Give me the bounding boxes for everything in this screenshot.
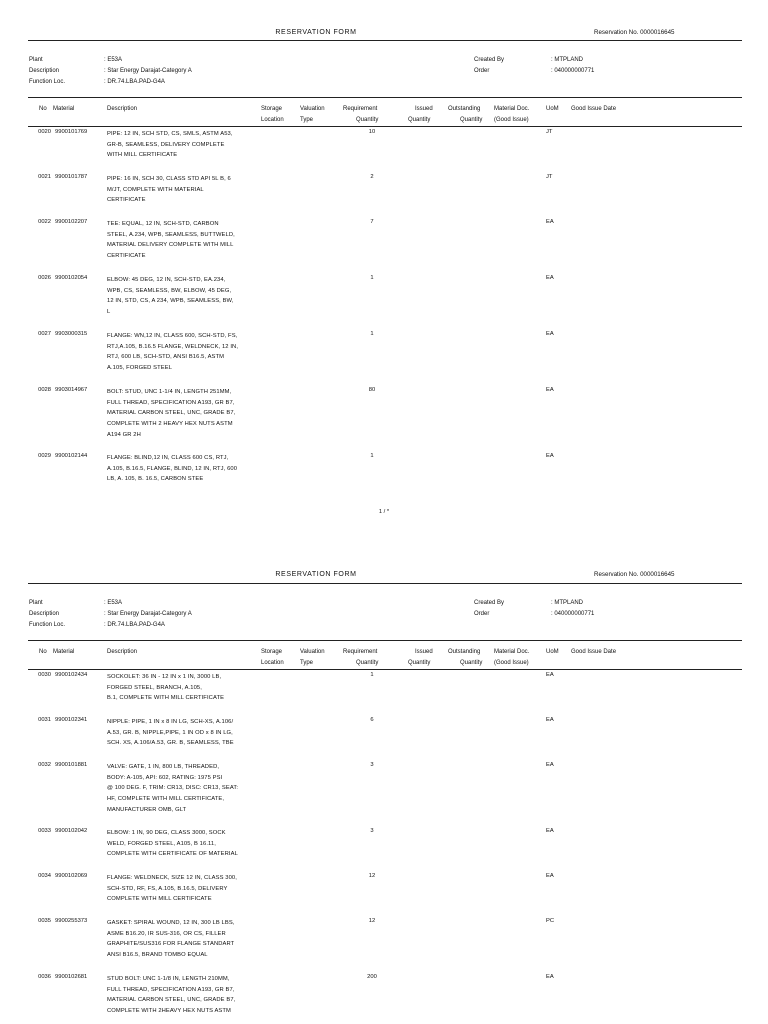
reservation-page-2: [0, 545, 768, 1024]
unit-of-measure: JT: [546, 129, 553, 135]
item-description: [107, 129, 261, 161]
description-line: GRAPHITE/SUS316 FOR FLANGE STANDART: [107, 941, 235, 948]
description-line: ASME B16.20, IR SUS-316, OR CS, FILLER: [107, 930, 226, 937]
created-by-label: Created By: [474, 57, 505, 63]
plant-value: : E53A: [104, 57, 123, 63]
description-line: ANSI B16.5, BRAND TOMBO EQUAL: [107, 952, 208, 959]
unit-of-measure: EA: [546, 762, 554, 768]
description-line: GR-B, SEAMLESS, DELIVERY COMPLETE: [107, 141, 225, 148]
description-line: MANUFACTURER OMB, GLT: [107, 806, 187, 813]
requirement-quantity: 3: [370, 762, 374, 768]
item-number: 0030: [38, 672, 51, 678]
item-description: [107, 828, 261, 860]
form-title: RESERVATION FORM: [275, 29, 357, 36]
description-line: VALVE: GATE, 1 IN, 800 LB, THREADED,: [107, 764, 220, 770]
col-outstanding: Outstanding: [448, 649, 481, 655]
col-issued-2: Quantity: [408, 660, 431, 666]
description-line: PIPE: 12 IN, SCH STD, CS, SMLS, ASTM A53,: [107, 131, 233, 137]
col-issued: Issued: [415, 106, 433, 112]
col-requirement-2: Quantity: [356, 117, 379, 123]
item-description: [107, 672, 261, 704]
material-number: 9900101881: [55, 762, 88, 768]
material-number: 9900102207: [55, 219, 88, 225]
col-issued: Issued: [415, 649, 433, 655]
col-material: Material: [53, 649, 75, 655]
material-number: 9900102054: [55, 275, 88, 281]
col-issued-2: Quantity: [408, 117, 431, 123]
description-line: FULL THREAD, SPECIFICATION A193, GR B7,: [107, 986, 235, 993]
unit-of-measure: EA: [546, 219, 554, 225]
requirement-quantity: 2: [370, 174, 374, 180]
description-line: FLANGE: BLIND,12 IN, CLASS 600 CS, RTJ,: [107, 455, 229, 461]
description-line: CERTIFICATE: [107, 197, 146, 204]
unit-of-measure: EA: [546, 331, 554, 337]
description-line: COMPLETE WITH CERTIFICATE OF MATERIAL: [107, 851, 238, 858]
description-line: A.53, GR. B, NIPPLE,PIPE, 1 IN OD x 8 IN LG,: [107, 729, 233, 736]
requirement-quantity: 1: [370, 275, 374, 281]
col-valuation-2: Type: [300, 117, 314, 123]
item-description: [107, 974, 261, 1017]
header-rule: [28, 583, 742, 584]
table-header-rule: [28, 669, 742, 670]
item-number: 0021: [38, 174, 51, 180]
requirement-quantity: 12: [368, 873, 376, 879]
form-title: RESERVATION FORM: [275, 571, 357, 578]
item-description: [107, 331, 261, 374]
plant-label: Plant: [29, 600, 43, 606]
description-value: : Star Energy Darajat-Category A: [104, 611, 192, 617]
description-line: ELBOW: 1 IN, 90 DEG, CLASS 3000, SOCK: [107, 830, 226, 836]
col-storage-2: Location: [261, 660, 284, 666]
item-number: 0034: [38, 873, 51, 879]
item-number: 0032: [38, 762, 51, 768]
description-line: BODY: A-105, API: 602, RATING: 1975 PSI: [107, 774, 223, 781]
description-line: MATERIAL CARBON STEEL, UNC, GRADE B7,: [107, 997, 236, 1004]
col-outstanding-2: Quantity: [460, 660, 483, 666]
requirement-quantity: 10: [368, 129, 376, 135]
item-description: [107, 453, 261, 485]
requirement-quantity: 1: [370, 672, 374, 678]
description-label: Description: [29, 68, 60, 74]
item-number: 0026: [38, 275, 51, 281]
header-rule: [28, 40, 742, 41]
description-value: : Star Energy Darajat-Category A: [104, 68, 192, 74]
requirement-quantity: 1: [370, 331, 374, 337]
description-line: BOLT: STUD, UNC 1-1/4 IN, LENGTH 251MM,: [107, 389, 232, 395]
unit-of-measure: JT: [546, 174, 553, 180]
table-top-rule: [28, 640, 742, 641]
requirement-quantity: 7: [370, 219, 374, 225]
item-description: [107, 918, 261, 961]
col-description: Description: [107, 106, 138, 112]
unit-of-measure: EA: [546, 387, 554, 393]
description-line: FLANGE: WN,12 IN, CLASS 600, SCH-STD, FS,: [107, 333, 238, 339]
item-number: 0029: [38, 453, 51, 459]
description-line: PIPE: 16 IN, SCH 30, CLASS STD API 5L B, 6: [107, 176, 231, 182]
description-label: Description: [29, 611, 60, 617]
description-line: NIPPLE: PIPE, 1 IN x 8 IN LG, SCH-XS, A.106/: [107, 719, 234, 725]
description-line: RTJ,A.105, B.16.5 FLANGE, WELDNECK, 12 IN,: [107, 343, 239, 350]
col-valuation: Valuation: [300, 649, 325, 655]
requirement-quantity: 6: [370, 717, 374, 723]
material-number: 9900102434: [55, 672, 88, 678]
col-storage: Storage: [261, 649, 283, 655]
col-material-doc-2: (Good Issue): [494, 117, 529, 123]
col-material-doc: Material Doc.: [494, 649, 530, 655]
description-line: COMPLETE WITH MILL CERTIFICATE: [107, 896, 212, 903]
material-number: 9900101787: [55, 174, 88, 180]
description-line: FULL THREAD, SPECIFICATION A193, GR B7,: [107, 399, 235, 406]
col-outstanding: Outstanding: [448, 106, 481, 112]
col-storage-2: Location: [261, 117, 284, 123]
function-loc-value: : DR.74.LBA.PAD-G4A: [104, 79, 165, 85]
unit-of-measure: EA: [546, 974, 554, 980]
description-line: M/JT, COMPLETE WITH MATERIAL: [107, 186, 204, 193]
description-line: A194 GR 2H: [107, 431, 141, 438]
col-material-doc: Material Doc.: [494, 106, 530, 112]
col-requirement: Requirement: [343, 106, 378, 112]
description-line: A.105, FORGED STEEL: [107, 365, 173, 372]
order-value: : 040000000771: [551, 611, 595, 617]
function-loc-label: Function Loc.: [29, 622, 66, 628]
description-line: WELD, FORGED STEEL, A105, B 16.11,: [107, 840, 216, 847]
plant-value: : E53A: [104, 600, 123, 606]
description-line: WITH MILL CERTIFICATE: [107, 152, 178, 159]
item-number: 0031: [38, 717, 51, 723]
description-line: FLANGE: WELDNECK, SIZE 12 IN, CLASS 300,: [107, 875, 237, 881]
item-number: 0027: [38, 331, 51, 337]
description-line: L: [107, 309, 111, 316]
col-no: No: [39, 106, 47, 112]
unit-of-measure: EA: [546, 453, 554, 459]
table-header-rule: [28, 126, 742, 127]
unit-of-measure: PC: [546, 918, 555, 924]
col-requirement-2: Quantity: [356, 660, 379, 666]
description-line: MATERIAL DELIVERY COMPLETE WITH MILL: [107, 242, 234, 249]
item-description: [107, 219, 261, 262]
item-number: 0028: [38, 387, 51, 393]
description-line: A.105, B.16.5, FLANGE, BLIND, 12 IN, RTJ, 600: [107, 465, 238, 472]
requirement-quantity: 200: [367, 974, 377, 980]
page-separator: [0, 530, 768, 545]
unit-of-measure: EA: [546, 828, 554, 834]
unit-of-measure: EA: [546, 672, 554, 678]
material-number: 9900101769: [55, 129, 88, 135]
unit-of-measure: EA: [546, 873, 554, 879]
material-number: 9900102069: [55, 873, 88, 879]
description-line: CERTIFICATE: [107, 253, 146, 260]
item-description: [107, 873, 261, 905]
col-outstanding-2: Quantity: [460, 117, 483, 123]
description-line: STUD BOLT: UNC 1-1/8 IN, LENGTH 210MM,: [107, 976, 230, 982]
description-line: COMPLETE WITH 2HEAVY HEX NUTS ASTM: [107, 1008, 231, 1015]
item-description: [107, 717, 261, 749]
description-line: COMPLETE WITH 2 HEAVY HEX NUTS ASTM: [107, 421, 233, 428]
plant-label: Plant: [29, 57, 43, 63]
description-line: HF, COMPLETE WITH MILL CERTIFICATE,: [107, 796, 225, 803]
order-value: : 040000000771: [551, 68, 595, 74]
reservation-number: Reservation No. 0000016645: [594, 571, 675, 578]
table-top-rule: [28, 97, 742, 98]
description-line: SCH-STD, RF, FS, A.105, B.16.5, DELIVERY: [107, 885, 228, 892]
description-line: FORGED STEEL, BRANCH, A.105,: [107, 684, 202, 691]
item-number: 0033: [38, 828, 51, 834]
description-line: LB, A. 105, B. 16.5, CARBON STEE: [107, 476, 204, 483]
created-by-value: : MTPLAND: [551, 57, 584, 63]
requirement-quantity: 12: [368, 918, 376, 924]
description-line: B.1, COMPLETE WITH MILL CERTIFICATE: [107, 695, 225, 702]
order-label: Order: [474, 68, 490, 74]
unit-of-measure: EA: [546, 275, 554, 281]
col-uom: UoM: [546, 649, 559, 655]
description-line: 12 IN, STD, CS, A 234, WPB, SEAMLESS, BW,: [107, 298, 234, 305]
item-description: [107, 174, 261, 206]
function-loc-label: Function Loc.: [29, 79, 66, 85]
item-number: 0020: [38, 129, 51, 135]
order-label: Order: [474, 611, 490, 617]
description-line: WPB, CS, SEAMLESS, BW, ELBOW, 45 DEG,: [107, 287, 232, 294]
material-number: 9900102681: [55, 974, 88, 980]
description-line: GASKET: SPIRAL WOUND, 12 IN, 300 LB LBS,: [107, 920, 235, 926]
description-line: MATERIAL CARBON STEEL, UNC, GRADE B7,: [107, 410, 236, 417]
item-description: [107, 387, 261, 441]
material-number: 9900255373: [55, 918, 88, 924]
description-line: SCH. XS, A.106/A.53, GR. B, SEAMLESS, TBE: [107, 740, 234, 747]
requirement-quantity: 80: [368, 387, 376, 393]
item-description: [107, 762, 261, 816]
page-number: 1 / *: [378, 509, 390, 515]
material-number: 9900102341: [55, 717, 88, 723]
item-number: 0035: [38, 918, 51, 924]
description-line: RTJ, 600 LB, SCH-STD, ANSI B16.5, ASTM: [107, 354, 225, 361]
reservation-number: Reservation No. 0000016645: [594, 29, 675, 36]
material-number: 9900102042: [55, 828, 88, 834]
col-good-issue-date: Good Issue Date: [571, 106, 617, 112]
col-material: Material: [53, 106, 75, 112]
requirement-quantity: 3: [370, 828, 374, 834]
col-uom: UoM: [546, 106, 559, 112]
material-number: 9903014967: [55, 387, 88, 393]
description-line: TEE: EQUAL, 12 IN, SCH-STD, CARBON: [107, 221, 219, 227]
item-description: [107, 275, 261, 318]
unit-of-measure: EA: [546, 717, 554, 723]
col-description: Description: [107, 649, 138, 655]
material-number: 9900102144: [55, 453, 88, 459]
col-requirement: Requirement: [343, 649, 378, 655]
col-storage: Storage: [261, 106, 283, 112]
item-number: 0036: [38, 974, 51, 980]
function-loc-value: : DR.74.LBA.PAD-G4A: [104, 622, 165, 628]
created-by-label: Created By: [474, 600, 505, 606]
description-line: SOCKOLET: 36 IN - 12 IN x 1 IN, 3000 LB,: [107, 674, 222, 680]
col-good-issue-date: Good Issue Date: [571, 649, 617, 655]
description-line: STEEL, A.234, WPB, SEAMLESS, BUTTWELD,: [107, 231, 235, 238]
description-line: ELBOW: 45 DEG, 12 IN, SCH-STD, EA.234,: [107, 277, 226, 283]
description-line: @ 100 DEG. F, TRIM: CR13, DISC: CR13, SEAT:: [107, 785, 239, 792]
item-number: 0022: [38, 219, 51, 225]
col-material-doc-2: (Good Issue): [494, 660, 529, 666]
requirement-quantity: 1: [370, 453, 374, 459]
material-number: 9903000315: [55, 331, 88, 337]
col-valuation-2: Type: [300, 660, 314, 666]
col-no: No: [39, 649, 47, 655]
created-by-value: : MTPLAND: [551, 600, 584, 606]
col-valuation: Valuation: [300, 106, 325, 112]
